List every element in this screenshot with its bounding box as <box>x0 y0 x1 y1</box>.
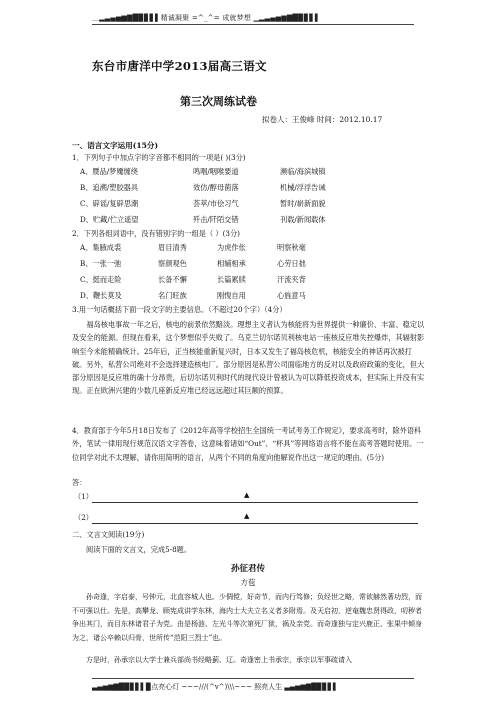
q2-option-b-1: B、一张一弛 <box>80 259 122 268</box>
exam-subtitle: 第三次周练试卷 <box>180 95 257 108</box>
passage-title: 孙征君传 <box>230 564 265 574</box>
q1-option-a-1: A、赝品/梦魇缠绕 <box>80 167 138 176</box>
q1-option-b-3: 机械/浮浮告诫 <box>280 183 326 192</box>
q2-stem: 2．下列各组词语中，没有错别字的一组是（ ）(3分) <box>72 229 240 238</box>
footer-divider <box>92 678 414 679</box>
q1-option-c-2: 荟萃/市侩习气 <box>193 199 239 208</box>
q2-option-b-3: 相辅相承 <box>217 259 246 268</box>
exam-title: 东台市唐洋中学2013届高三语文 <box>92 59 267 73</box>
answer-line-2[interactable] <box>92 523 418 524</box>
section-2-title: 二、文言文阅读(19分) <box>72 530 145 539</box>
header-divider <box>92 24 414 25</box>
q2-option-a-1: A、集腋成裘 <box>80 243 122 252</box>
section-2-instruction: 阅读下面的文言文，完成5-8题。 <box>86 545 192 554</box>
q4-answer-label: 答： <box>72 478 87 487</box>
answer-marker-2: ▲ <box>244 512 250 520</box>
q2-option-b-2: 察颜观色 <box>158 259 187 268</box>
q2-option-a-4: 明察秋毫 <box>277 243 306 252</box>
q2-option-d-2: 名门旺族 <box>158 291 187 300</box>
passage-author: 方苞 <box>240 578 256 587</box>
q1-option-c-3: 暂时/崭新面貌 <box>280 199 326 208</box>
q1-option-a-3: 濒临/海滨城镇 <box>280 167 326 176</box>
page-footer: ▃▄▅▆▇█▉▊▋▌▉点亮心灯 ~~~///(^v^)\\\~~~ 照亮人生 ▃▄▅▆▇█▉▊▋▌ <box>92 683 339 691</box>
q2-option-c-4: 汗流夹背 <box>277 275 306 284</box>
q2-option-d-1: D、鞭长莫及 <box>80 291 122 300</box>
exam-meta: 拟卷人：王俊峰 时间：2012.10.17 <box>262 115 383 124</box>
answer-line-2-label: （2） <box>74 513 93 522</box>
answer-marker-1: ▲ <box>244 491 250 499</box>
q3-passage: 福岛核电事故一年之后，核电的前景依然黯淡。理想主义者认为核能将为世界提供一种廉价、丰富、稳定以及安全的能源。但现在看来，这个梦想似乎失败了。乌克兰切尔诺贝利核电站一座核反应堆失控爆炸，其辐射影响至今未能精确统计。25年后，正当核能重新复兴时，日本又发生了福岛核危机，核能安全的神话再次被打破。另外，私营公司绝对不会选择建造核电厂。部分原因是私营公司面临地方的反对以及政府政策的变化，但大部分原因是反应堆的确十分昂贵，后切尔诺贝利时代的现代设计曾被认为可以降低投资成本，但实际上并没有实现。正在欧洲兴建的少数几座新反应堆已经远远超过其巨额的预算。 <box>72 320 425 396</box>
q4-stem: 4．教育部于今年5月18日发布了《2012年高等学校招生全国统一考试考务工作规定》，要求高考时，除外语科外，笔试一律用现行规范汉语文字答卷，这意味着诸如“Out”、“杯具”等网络语言将不能在高考答题时使用。一位同学对此不太理解，请你用简明的语言，从两个不同的角度向他解说作出这一规定的理由。(5分) <box>72 426 424 462</box>
q2-option-c-1: C、挺而走险 <box>80 275 122 284</box>
page-header: ＿▂▃▄▅▆▇█▉▊▋▌精诚凝聚 =^_^= 成就梦想 ▁▂▃▄▅▆▇█▉▊▋▌ <box>92 14 321 22</box>
q1-option-d-2: 歼击/阡陌交错 <box>193 215 239 224</box>
answer-line-1[interactable] <box>92 502 418 503</box>
q2-option-d-4: 心旌意马 <box>277 291 306 300</box>
q2-option-c-2: 长备不懈 <box>158 275 187 284</box>
q1-option-d-1: D、贮藏/伫立遥望 <box>80 215 139 224</box>
q1-option-b-1: B、追溯/塑胶器具 <box>80 183 139 192</box>
q2-option-d-3: 刚愎自用 <box>217 291 246 300</box>
section-1-title: 一、语言文字运用(15分) <box>72 141 159 150</box>
q1-stem: 1．下列句子中加点字的字音都不相同的一项是( )(3分) <box>72 153 246 162</box>
passage-paragraph-1: 孙奇逢，字启泰，号钟元，北直容城人也。少倜傥，好奇节，而内行笃修；负经世之略，常欲赫然著功烈，而不可强以仕。先是，高攀龙、顾宪成讲学东林，海内士大夫立名义者多附焉。及天启初，逆奄魏忠贤得政，叨秽者争出其门，而目东林诸君子为党。由是杨涟、左光斗等次第死厂狱，祸及亲党。而奇逢独与定兴鹿正、张果中倾身为之，诸公卒赖以归骨，世所传“范阳三烈士”也。 <box>72 593 422 642</box>
q2-option-c-3: 长篇累牍 <box>217 275 246 284</box>
answer-line-1-label: （1） <box>74 492 93 501</box>
q1-option-c-1: C、辟谣/复辟思潮 <box>80 199 139 208</box>
q2-option-a-3: 为虎作伥 <box>217 243 246 252</box>
q1-option-a-2: 鸣咽/咽喉要道 <box>193 167 239 176</box>
q3-stem: 3.用一句话概括下面一段文字的主要信息。（不超过20个字）（4分） <box>72 305 287 314</box>
q1-option-b-2: 效仿/醇母菌落 <box>193 183 239 192</box>
q1-option-d-3: 刊载/新闻载体 <box>280 215 326 224</box>
q2-option-b-4: 心劳日拙 <box>277 259 306 268</box>
passage-paragraph-2: 方是时，孙承宗以大学士兼兵部尚书经略蓟、辽。奇逢密上书承宗，承宗以军事疏请入 <box>86 656 352 664</box>
q2-option-a-2: 眉目清秀 <box>158 243 187 252</box>
